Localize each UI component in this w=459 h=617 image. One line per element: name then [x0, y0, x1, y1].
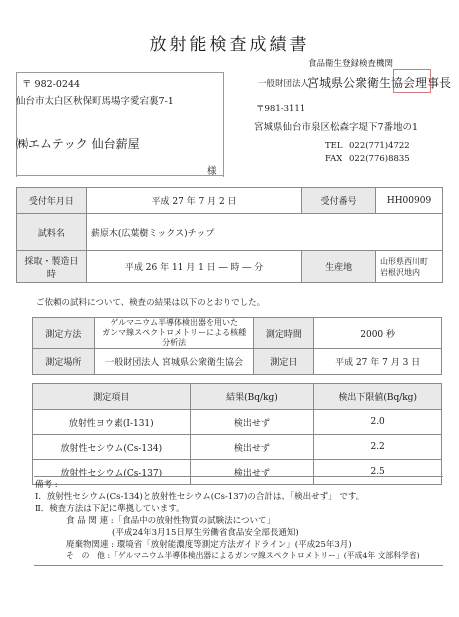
origin-value	[376, 251, 443, 283]
method-value	[94, 318, 254, 349]
notes-heading: 備考 :	[35, 480, 58, 490]
issuer-fax-label: FAX	[325, 154, 343, 164]
sample-label: 試料名	[17, 214, 87, 251]
collected-label: 採取・製造日時	[17, 251, 87, 283]
notes-line4: (平成24年3月15日厚生労働省食品安全部長通知)	[112, 528, 299, 538]
time-label: 測定時間	[254, 318, 314, 349]
recipient-honorific: 様	[207, 166, 217, 177]
collected-value: 平成 26 年 11 月 1 日 ― 時 ― 分	[86, 251, 301, 283]
sample-value: 薪原木(広葉樹ミックス)チップ	[86, 214, 442, 251]
issuer-registration: 食品衛生登録検査機関	[308, 59, 394, 69]
number-value: HH00909	[376, 188, 443, 214]
results-header-limit: 検出下限値(Bq/kg)	[314, 384, 442, 410]
result-limit: 2.0	[314, 410, 442, 435]
table-row	[33, 435, 442, 460]
result-item: 放射性セシウム(Cs-134)	[33, 435, 191, 460]
result-item: 放射性ヨウ素(I-131)	[33, 410, 191, 435]
notes-line3: 食 品 関 連 :「食品中の放射性物質の試験法について」	[66, 516, 276, 526]
notes-line6: そ の 他 :「ゲルマニウム半導体検出器によるガンマ線スペクトロメトリー」(平成4年 文部科学省)	[66, 551, 420, 560]
info-table	[16, 187, 443, 283]
result-value: 検出せず	[190, 410, 314, 435]
issuer-tel-label: TEL	[325, 141, 343, 151]
notes-line1: Ⅰ．放射性セシウム(Cs-134)と放射性セシウム(Cs-137)の合計は、「検出せず」 です。	[35, 492, 365, 502]
method-value-line2: ガンマ線スペクトロメトリーによる核種分析法	[102, 328, 247, 347]
result-item: 放射性セシウム(Cs-137)	[33, 460, 191, 485]
number-label: 受付番号	[302, 188, 376, 214]
results-table	[32, 383, 442, 485]
time-value: 2000 秒	[314, 318, 442, 349]
result-limit: 2.2	[314, 435, 442, 460]
method-value-line1: ゲルマニウム半導体検出器を用いた	[110, 318, 239, 327]
origin-value-line1: 山形県西川町	[380, 256, 429, 266]
notes-line2: Ⅱ．検査方法は下記に準拠しています。	[35, 504, 185, 514]
issuer-address: 宮城県仙台市泉区松森字堤下7番地の1	[254, 122, 419, 133]
table-row	[33, 410, 442, 435]
received-value: 平成 27 年 7 月 2 日	[86, 188, 301, 214]
place-label: 測定場所	[33, 349, 95, 375]
received-label: 受付年月日	[17, 188, 87, 214]
result-limit: 2.5	[314, 460, 442, 485]
issuer-tel: 022(771)4722	[349, 141, 410, 151]
seal-stamp	[393, 69, 431, 93]
issuer-org-name: 宮城県公衆衛生協会理事長	[307, 76, 452, 90]
origin-label: 生産地	[302, 251, 376, 283]
recipient-company: ㈱エムテック 仙台薪屋	[16, 137, 140, 151]
results-header-result: 結果(Bq/kg)	[190, 384, 314, 410]
date-label: 測定日	[254, 349, 314, 375]
results-header-item: 測定項目	[33, 384, 191, 410]
issuer-org-type: 一般財団法人	[258, 79, 310, 89]
recipient-postal: 〒 982-0244	[22, 79, 81, 90]
result-value: 検出せず	[190, 435, 314, 460]
origin-value-line2: 岩根沢地内	[380, 267, 421, 277]
intro-text: ご依頼の試料について、検査の結果は以下のとおりでした。	[36, 298, 266, 308]
place-value: 一般財団法人 宮城県公衆衛生協会	[94, 349, 254, 375]
date-value: 平成 27 年 7 月 3 日	[314, 349, 442, 375]
issuer-postal: 〒981-3111	[256, 104, 306, 114]
result-value: 検出せず	[190, 460, 314, 485]
method-table	[32, 317, 442, 375]
recipient-address: 仙台市太白区秋保町馬場字愛宕裏7-1	[16, 96, 174, 107]
method-label: 測定方法	[33, 318, 95, 349]
document-title: 放射能検査成績書	[149, 35, 310, 55]
notes-line5: 廃棄物関連 : 環境省「放射能濃度等測定方法ガイドライン」(平成25年3月)	[66, 540, 352, 550]
recipient-underline	[16, 175, 223, 176]
issuer-fax: 022(776)8835	[349, 154, 410, 164]
